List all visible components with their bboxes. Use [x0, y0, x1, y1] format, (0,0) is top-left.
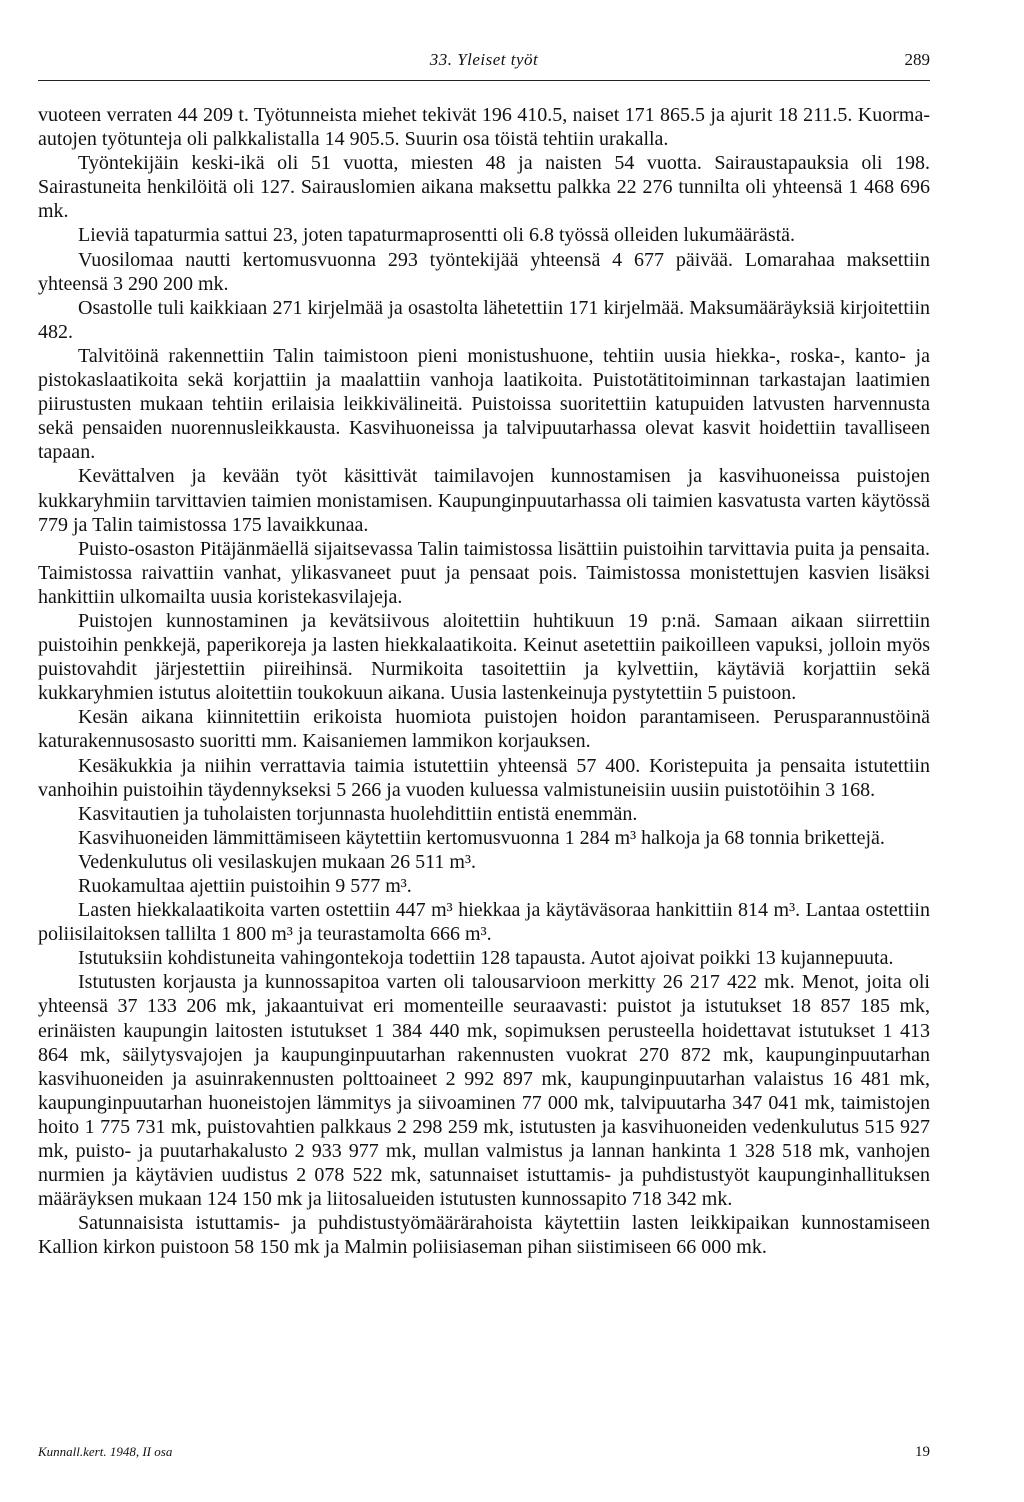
paragraph: Kasvitautien ja tuholaisten torjunnasta huolehdittiin entistä enemmän. — [78, 802, 638, 825]
paragraph: Kasvihuoneiden lämmittämiseen käytettiin kertomusvuonna 1 284 m³ halkoja ja 68 tonnia brikettejä. — [78, 826, 885, 849]
paragraph: Lieviä tapaturmia sattui 23, joten tapaturmaprosentti oli 6.8 työssä olleiden lukumäärästä. — [78, 224, 796, 247]
paragraph: Istutuksiin kohdistuneita vahingontekoja todettiin 128 tapausta. Autot ajoivat poikki 13 kujannepuuta. — [78, 947, 894, 970]
page-footer — [38, 1444, 930, 1460]
paragraph: Kesän aikana kiinnitettiin erikoista huomiota puistojen hoidon parantamiseen. Perusparannustöinä katurakennusosasto suoritti mm. Kaisaniemen lammikon korjauksen. — [38, 706, 930, 753]
paragraph: Ruokamultaa ajettiin puistoihin 9 577 m³. — [78, 875, 412, 897]
footer-source: Kunnall.kert. 1948, II osa — [38, 1444, 173, 1459]
page-header — [38, 50, 930, 81]
paragraph: Lasten hiekkalaatikoita varten ostettiin 447 m³ hiekkaa ja käytäväsoraa hankittiin 814 m³. Lantaa ostettiin poliisilaitoksen tallilta 1 800 m³ ja teurastamolta 666 m³. — [38, 899, 930, 946]
paragraph: Työntekijäin keski-ikä oli 51 vuotta, miesten 48 ja naisten 54 vuotta. Sairaustapauksia oli 198. Sairastuneita henkilöitä oli 127. Sairauslomien aikana maksettu palkka 22 276 tunnilta oli yhteensä 1 468 696 mk. — [38, 152, 930, 223]
body-text — [38, 103, 930, 1260]
paragraph: Puistojen kunnostaminen ja kevätsiivous aloitettiin huhtikuun 19 p:nä. Samaan aikaan siirrettiin puistoihin penkkejä, paperikoreja ja lasten hiekkalaatikoita. Keinut asetettiin paikoilleen vapuksi, jolloin myös puistovahdit järjestettiin piireihinsä. Nurmikoita tasoitettiin ja kylvettiin, käytäviä korjattiin sekä kukkaryhmien istutus aloitettiin toukokuun aikana. Uusia lastenkeinuja pystytettiin 5 puistoon. — [38, 609, 930, 705]
paragraph: Vuosilomaa nautti kertomusvuonna 293 työntekijää yhteensä 4 677 päivää. Lomarahaa maksettiin yhteensä 3 290 200 mk. — [38, 248, 930, 295]
paragraph: Talvitöinä rakennettiin Talin taimistoon pieni monistushuone, tehtiin uusia hiekka-, roska-, kanto- ja pistokaslaatikoita sekä korjattiin ja maalattiin vanhoja laatikoita. Puistotätitoiminnan tarkastajan laatimien piirustusten mukaan tehtiin erilaisia leikkivälineitä. Puistoissa suoritettiin katupuiden latvusten harvennusta sekä pensaiden nuorennusleikkausta. Kasvihuoneissa ja talvipuutarhassa olevat kasvit hoidettiin tavalliseen tapaan. — [38, 344, 930, 464]
paragraph: Puisto-osaston Pitäjänmäellä sijaitsevassa Talin taimistossa lisättiin puistoihin tarvittavia puita ja pensaita. Taimistossa raivattiin vanhat, ylikasvaneet puut ja pensaat pois. Taimistossa monistettujen kasvien lisäksi hankittiin ulkomailta uusia koristekasvilajeja. — [38, 537, 930, 608]
page-number: 289 — [904, 50, 930, 69]
paragraph: Vedenkulutus oli vesilaskujen mukaan 26 511 m³. — [78, 850, 476, 873]
paragraph: Kesäkukkia ja niihin verrattavia taimia istutettiin yhteensä 57 400. Koristepuita ja pensaita istutettiin vanhoihin puistoihin täydennykseksi 5 266 ja vuoden kuluessa valmistuneisiin uusiin puistotöihin 3 168. — [38, 754, 930, 801]
paragraph: Istutusten korjausta ja kunnossapitoa varten oli talousarvioon merkitty 26 217 422 mk. Menot, joita oli yhteensä 37 133 206 mk, jakaantuivat eri momenteille seuraavasti: puistot ja istutukset 18 857 185 mk, erinäisten kaupungin laitosten istutukset 1 384 440 mk, sopimuksen perusteella hoidettavat istutukset 1 413 864 mk, säilytysvajojen ja kaupunginpuutarhan rakennusten vuokrat 270 872 mk, kaupunginpuutarhan kasvihuoneiden ja asuinrakennusten polttoaineet 2 992 897 mk, kaupunginpuutarhan valaistus 16 481 mk, kaupunginpuutarhan huoneistojen lämmitys ja siivoaminen 77 000 mk, talvipuutarha 347 041 mk, taimistojen hoito 1 775 731 mk, puistovahtien palkkaus 2 298 259 mk, istutusten ja kasvihuoneiden vedenkulutus 515 927 mk, puisto- ja puutarhakalusto 2 933 977 mk, mullan valmistus ja lannan hankinta 1 328 518 mk, vanhojen nurmien ja käytävien uudistus 2 078 522 mk, satunnaiset istuttamis- ja puhdistustyöt kaupunginhallituksen määräyksen mukaan 124 150 mk ja liitosalueiden istutusten kunnossapito 718 342 mk. — [38, 971, 930, 1211]
paragraph: Kevättalven ja kevään työt käsittivät taimilavojen kunnostamisen ja kasvihuoneissa puistojen kukkaryhmiin tarvittavien taimien monistamisen. Kaupunginpuutarhassa oli taimien kasvatusta varten käytössä 779 ja Talin taimistossa 175 lavaikkunaa. — [38, 465, 930, 536]
paragraph: Satunnaisista istuttamis- ja puhdistustyömäärärahoista käytettiin lasten leikkipaikan kunnostamiseen Kallion kirkon puistoon 58 150 mk ja Malmin poliisiaseman pihan siistimiseen 66 000 mk. — [38, 1212, 930, 1259]
paragraph: vuoteen verraten 44 209 t. Työtunneista miehet tekivät 196 410.5, naiset 171 865.5 ja ajurit 18 211.5. Kuorma-autojen työtunteja oli palkkalistalla 14 905.5. Suurin osa töistä tehtiin urakalla. — [38, 104, 930, 151]
sheet-number: 19 — [915, 1444, 930, 1460]
running-title: 33. Yleiset työt — [429, 50, 539, 69]
paragraph: Osastolle tuli kaikkiaan 271 kirjelmää ja osastolta lähetettiin 171 kirjelmää. Maksumääräyksiä kirjoitettiin 482. — [38, 296, 930, 343]
